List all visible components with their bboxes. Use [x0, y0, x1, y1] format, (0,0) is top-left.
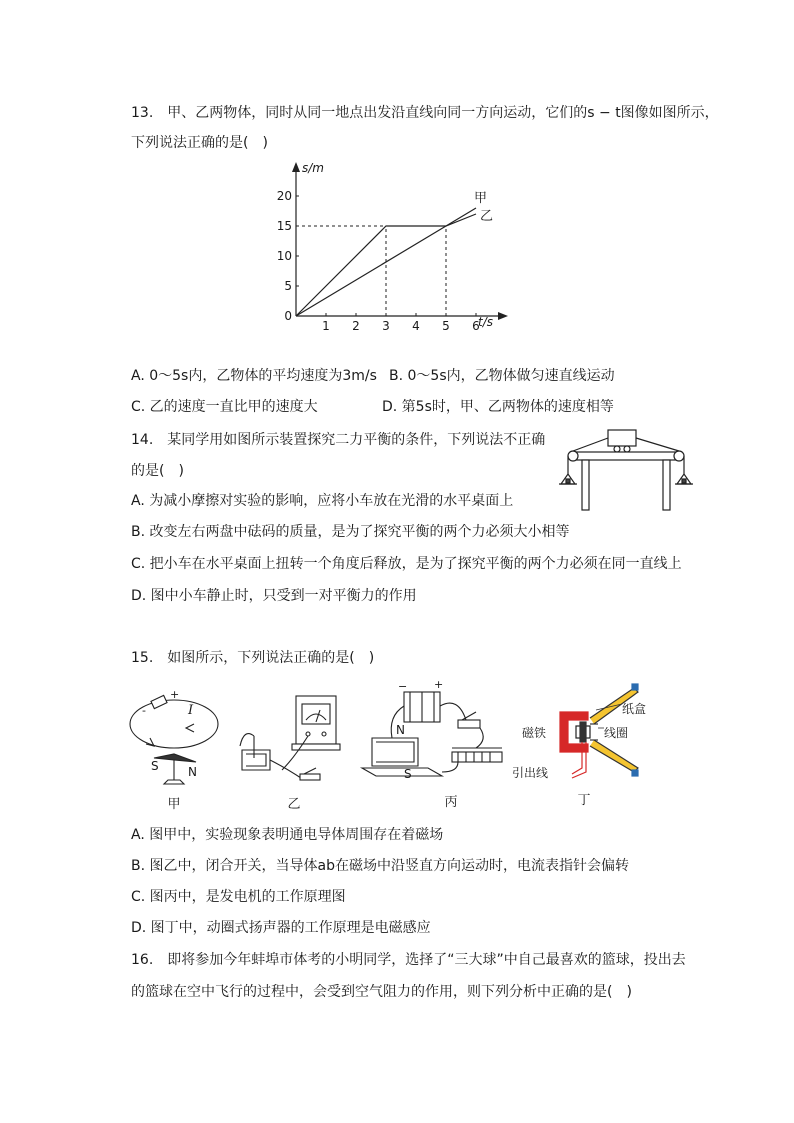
battery	[151, 695, 167, 708]
y-axis-label: s/m	[302, 161, 324, 175]
origin-label: 0	[284, 309, 292, 323]
ding-magnet-label: 磁铁	[522, 726, 547, 740]
q14-option-b: B. 改变左右两盘中砝码的质量，是为了探究平衡的两个力必须大小相等	[131, 524, 570, 540]
ding-lead-label: 引出线	[512, 766, 549, 780]
y-axis-arrow	[292, 162, 300, 172]
bing-n-pole: N	[396, 723, 405, 737]
cart-wheel	[614, 446, 620, 452]
q13-option-c: C. 乙的速度一直比甲的速度大	[131, 399, 318, 415]
bing-minus: −	[398, 680, 408, 693]
y-tick-label: 10	[276, 249, 292, 263]
q14-stem-line2: 的是( )	[131, 463, 184, 479]
q15-option-d: D. 图丁中，动圈式扬声器的工作原理是电磁感应	[131, 920, 431, 936]
st-graph-svg	[272, 156, 522, 336]
y-tick-label: 15	[276, 219, 292, 233]
x-tick-label: 4	[412, 319, 420, 333]
figure-ding	[510, 680, 670, 812]
table-leg	[663, 460, 670, 510]
q15-option-b: B. 图乙中，闭合开关，当导体ab在磁场中沿竖直方向运动时，电流表指针会偏转	[131, 858, 629, 874]
ding-cone-label: 纸盒	[622, 702, 647, 716]
q13-stem-line2: 下列说法正确的是( )	[131, 135, 268, 151]
rheostat	[452, 752, 502, 762]
x-tick-label: 5	[442, 319, 450, 333]
pulley	[674, 451, 684, 461]
q13-option-d: D. 第5s时，甲、乙两物体的速度相等	[382, 399, 614, 415]
series-label: 甲	[474, 191, 488, 206]
figure-yi	[234, 688, 354, 812]
x-axis-arrow	[498, 312, 508, 320]
q14-stem-line1: 14. 某同学用如图所示装置探究二力平衡的条件，下列说法不正确	[131, 432, 546, 448]
x-tick-label: 3	[382, 319, 390, 333]
x-tick-label: 1	[322, 319, 330, 333]
compass-needle	[154, 754, 196, 762]
bing-plus: +	[434, 678, 444, 691]
y-tick-label: 20	[276, 189, 292, 203]
q13-stem-line1: 13. 甲、乙两物体，同时从同一地点出发沿直线向同一方向运动，它们的s − t图像如图所示，	[131, 105, 719, 121]
ding-caption: 丁	[577, 793, 591, 808]
q16-stem-line2: 的篮球在空中飞行的过程中，会受到空气阻力的作用，则下列分析中正确的是( )	[131, 984, 632, 1000]
jia-s-pole: S	[151, 759, 159, 773]
force-balance-apparatus	[556, 428, 696, 514]
bing-s-pole: S	[404, 767, 412, 781]
figure-jia	[124, 684, 224, 812]
table-leg	[582, 460, 589, 510]
q15-option-c: C. 图丙中，是发电机的工作原理图	[131, 889, 346, 905]
jia-minus: -	[142, 704, 146, 717]
jia-n-pole: N	[188, 765, 197, 779]
switch	[458, 720, 480, 728]
x-tick-label: 6	[472, 319, 480, 333]
y-tick-label: 5	[284, 279, 292, 293]
q16-stem-line1: 16. 即将参加今年蚌埠市体考的小明同学，选择了“三大球”中自己最喜欢的篮球，投出去	[131, 952, 686, 968]
figure-bing	[358, 676, 508, 812]
x-tick-label: 2	[352, 319, 360, 333]
bing-caption: 丙	[444, 795, 458, 810]
q14-option-d: D. 图中小车静止时，只受到一对平衡力的作用	[131, 588, 417, 604]
q13-option-b: B. 0～5s内，乙物体做匀速直线运动	[389, 368, 615, 384]
jia-current-label: I	[188, 703, 194, 718]
ding-coil-label: 线圈	[604, 726, 629, 740]
table-top	[572, 452, 680, 460]
jia-caption: 甲	[167, 797, 181, 812]
pulley	[568, 451, 578, 461]
q13-option-a: A. 0～5s内，乙物体的平均速度为3m/s	[131, 368, 377, 384]
x-axis-label: t/s	[478, 315, 493, 329]
st-graph	[272, 156, 522, 336]
jia-plus: +	[170, 688, 180, 701]
q15-stem: 15. 如图所示，下列说法正确的是( )	[131, 650, 375, 666]
q14-option-a: A. 为减小摩擦对实验的影响，应将小车放在光滑的水平桌面上	[131, 493, 514, 509]
q14-option-c: C. 把小车在水平桌面上扭转一个角度后释放，是为了探究平衡的两个力必须在同一直线上	[131, 556, 682, 572]
series-label: 乙	[480, 209, 494, 224]
coil	[580, 722, 586, 742]
switch	[300, 774, 320, 780]
cart	[608, 430, 636, 446]
yi-caption: 乙	[287, 797, 301, 812]
cart-wheel	[624, 446, 630, 452]
q15-option-a: A. 图甲中，实验现象表明通电导体周围存在着磁场	[131, 827, 444, 843]
